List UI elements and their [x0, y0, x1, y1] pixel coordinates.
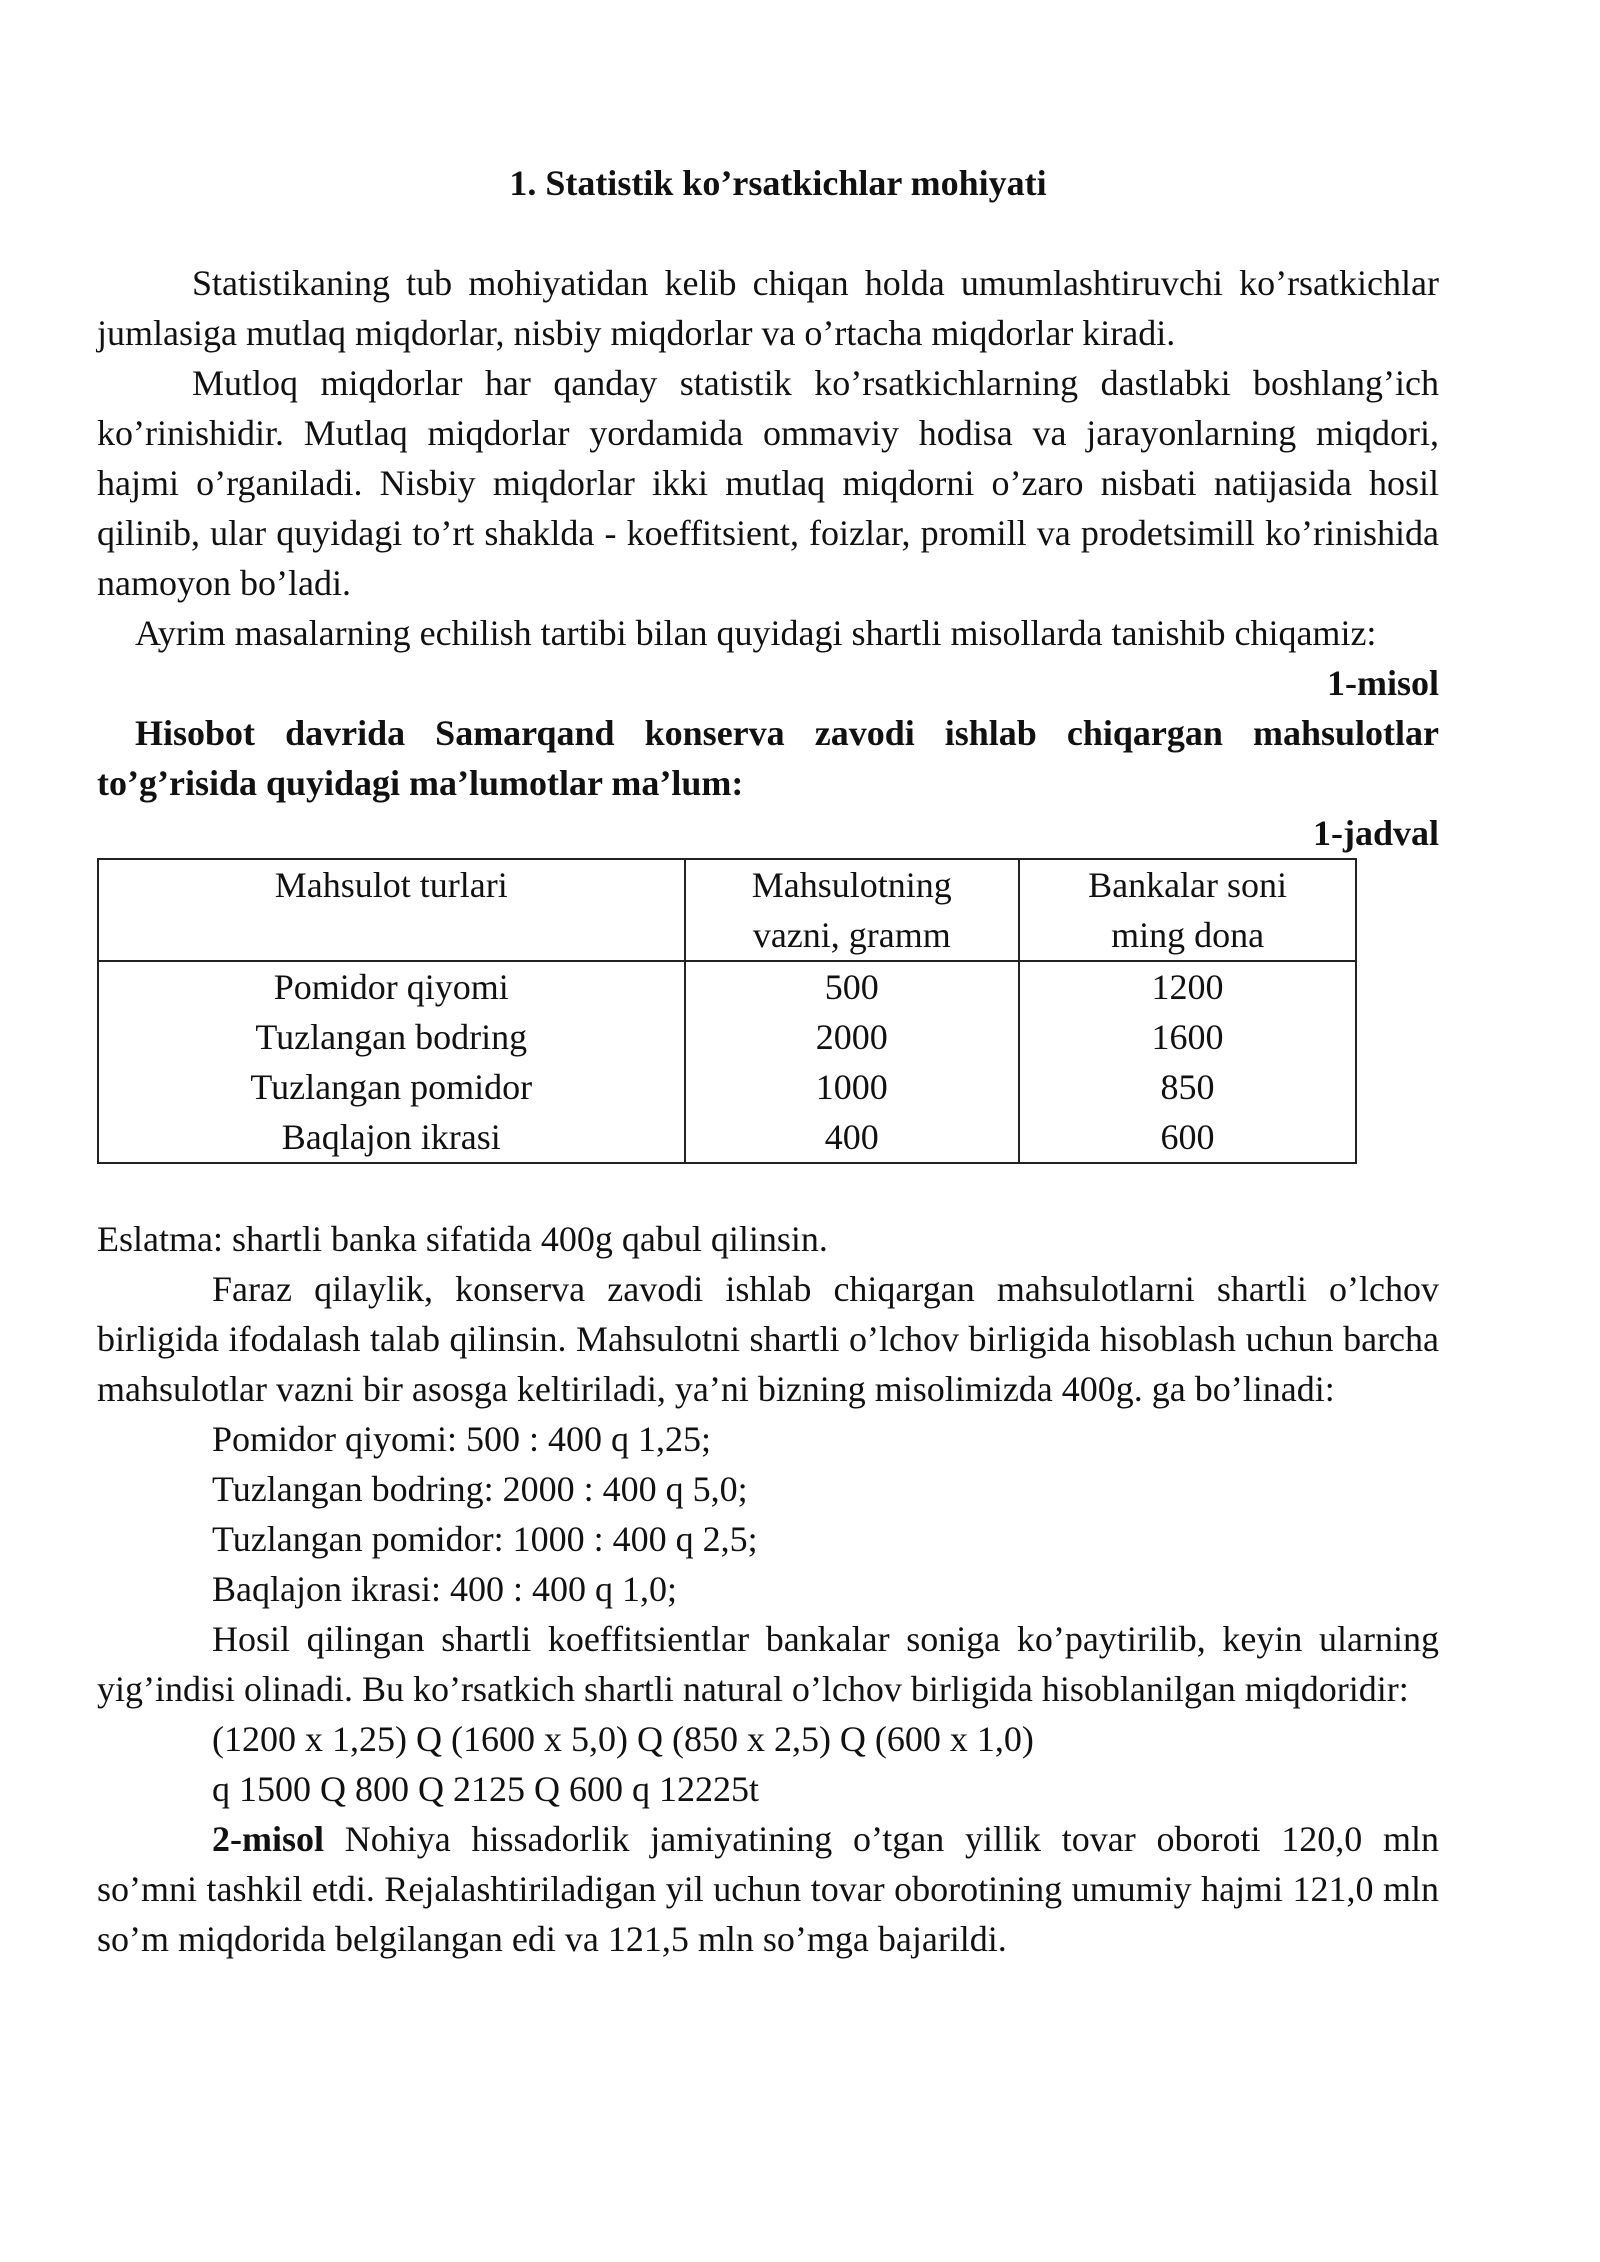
- table-header-row: [98, 859, 1356, 961]
- example-1-intro: Hisobot davrida Samarqand konserva zavodi ishlab chiqargan mahsulotlar to’g’risida quyidagi ma’lumotlar ma’lum:: [97, 713, 1439, 803]
- header-product-type-label: Mahsulot turlari: [274, 865, 508, 905]
- cell-product: Tuzlangan pomidor: [98, 1062, 685, 1112]
- paragraph-5: Hosil qilingan shartli koeffitsientlar bankalar soniga ko’paytirilib, keyin ularning yig’indisi olinadi. Bu ko’rsatkich shartli natural o’lchov birligida hisoblanilgan miqdoridir:: [97, 1619, 1439, 1709]
- table-row: [98, 1012, 1356, 1062]
- calc-line: Pomidor qiyomi: 500 : 400 q 1,25;: [212, 1419, 712, 1459]
- cell-product: Baqlajon ikrasi: [98, 1112, 685, 1163]
- cell-count: 1200: [1019, 961, 1356, 1012]
- header-jar-count: [1019, 859, 1356, 961]
- table-row: [98, 1112, 1356, 1163]
- cell-product: Tuzlangan bodring: [98, 1012, 685, 1062]
- example-2-text: Nohiya hissadorlik jamiyatining o’tgan yillik tovar oboroti 120,0 mln so’mni tashkil etdi. Rejalashtiriladigan yil uchun tovar oborotining umumiy hajmi 121,0 mln so’m miqdorida belgilangan edi va 121,5 mln so’mga bajarildi.: [97, 1819, 1439, 1959]
- cell-count: 600: [1019, 1112, 1356, 1163]
- calc-line: Baqlajon ikrasi: 400 : 400 q 1,0;: [212, 1569, 677, 1609]
- table-label: 1-jadval: [1313, 813, 1439, 853]
- cell-weight: 1000: [685, 1062, 1020, 1112]
- section-title: 1. Statistik ko’rsatkichlar mohiyati: [509, 163, 1047, 203]
- formula-line-1: (1200 x 1,25) Q (1600 x 5,0) Q (850 x 2,5) Q (600 x 1,0): [212, 1719, 1034, 1759]
- header-weight-line2: vazni, gramm: [752, 915, 951, 955]
- cell-count: 850: [1019, 1062, 1356, 1112]
- table-row: [98, 1062, 1356, 1112]
- example-1-label: 1-misol: [1327, 663, 1439, 703]
- header-product-type: [98, 859, 685, 961]
- note: Eslatma: shartli banka sifatida 400g qabul qilinsin.: [97, 1219, 828, 1259]
- cell-weight: 400: [685, 1112, 1020, 1163]
- paragraph-2: Mutloq miqdorlar har qanday statistik ko’rsatkichlarning dastlabki boshlang’ich ko’rinishidir. Mutlaq miqdorlar yordamida ommaviy hodisa va jarayonlarning miqdori, hajmi o’rganiladi. Nisbiy miqdorlar ikki mutlaq miqdorni o’zaro nisbati natijasida hosil qilinib, ular quyidagi to’rt shaklda - koeffitsient, foizlar, promill va prodetsimill ko’rinishida namoyon bo’ladi.: [97, 363, 1439, 603]
- header-weight: [685, 859, 1020, 961]
- formula-line-2: q 1500 Q 800 Q 2125 Q 600 q 12225t: [212, 1769, 759, 1809]
- cell-product: Pomidor qiyomi: [98, 961, 685, 1012]
- paragraph-1: Statistikaning tub mohiyatidan kelib chiqan holda umumlashtiruvchi ko’rsatkichlar jumlasiga mutlaq miqdorlar, nisbiy miqdorlar va o’rtacha miqdorlar kiradi.: [97, 263, 1439, 353]
- calc-line: Tuzlangan bodring: 2000 : 400 q 5,0;: [212, 1469, 748, 1509]
- document-page: [97, 158, 1439, 1964]
- example-2-paragraph: [97, 1814, 1439, 1964]
- header-jar-count-line2: ming dona: [1111, 915, 1265, 955]
- table-row: [98, 961, 1356, 1012]
- calc-line: Tuzlangan pomidor: 1000 : 400 q 2,5;: [212, 1519, 758, 1559]
- header-weight-line1: Mahsulotning: [751, 865, 952, 905]
- cell-count: 1600: [1019, 1012, 1356, 1062]
- cell-weight: 500: [685, 961, 1020, 1012]
- cell-weight: 2000: [685, 1012, 1020, 1062]
- example-2-label: 2-misol: [212, 1819, 324, 1859]
- products-table: [97, 858, 1357, 1164]
- paragraph-4: Faraz qilaylik, konserva zavodi ishlab chiqargan mahsulotlarni shartli o’lchov birligida ifodalash talab qilinsin. Mahsulotni shartli o’lchov birligida hisoblash uchun barcha mahsulotlar vazni bir asosga keltiriladi, ya’ni bizning misolimizda 400g. ga bo’linadi:: [97, 1269, 1439, 1409]
- paragraph-3: Ayrim masalarning echilish tartibi bilan quyidagi shartli misollarda tanishib chiqamiz:: [135, 613, 1377, 653]
- header-jar-count-line1: Bankalar soni: [1088, 865, 1288, 905]
